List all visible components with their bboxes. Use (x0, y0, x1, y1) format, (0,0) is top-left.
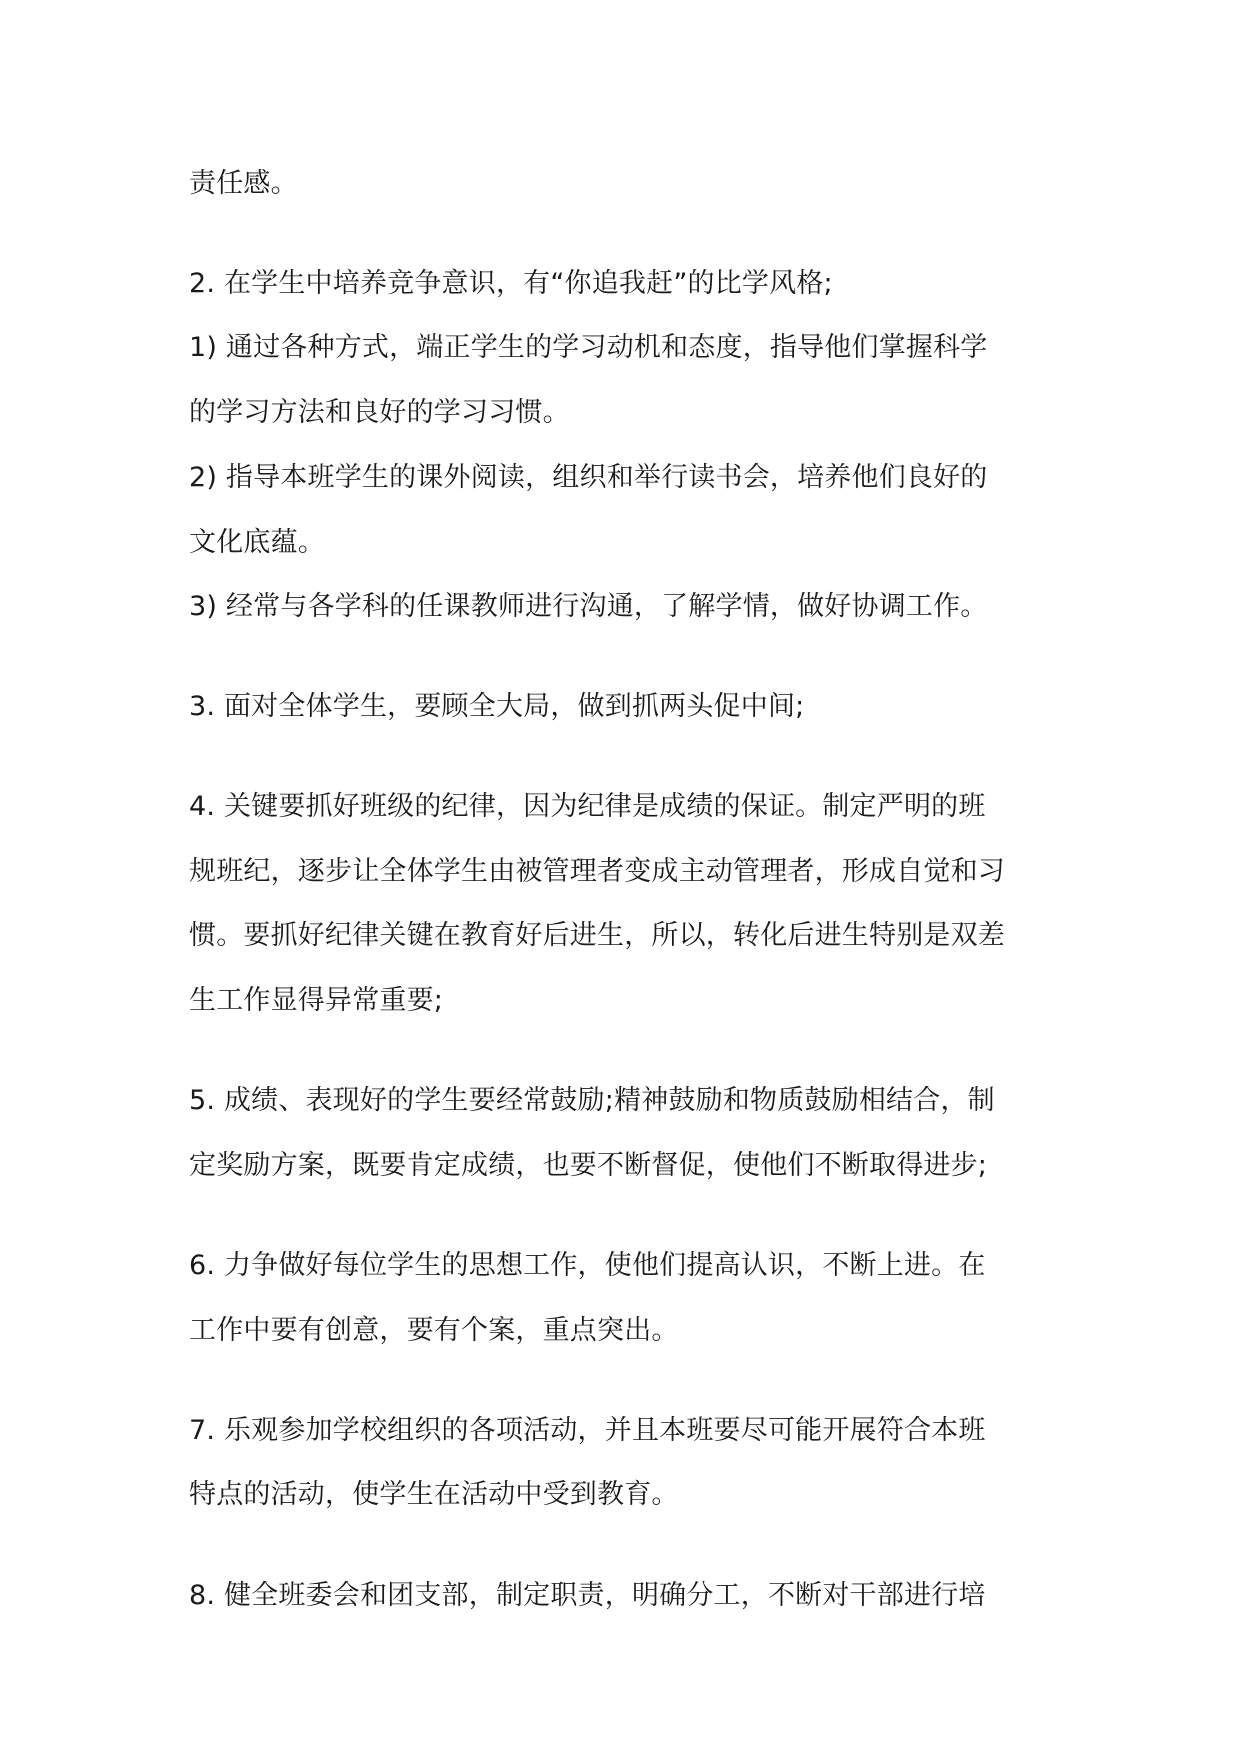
text-line: 5. 成绩、表现好的学生要经常鼓励;精神鼓励和物质鼓励相结合，制 (189, 1085, 995, 1116)
text-line: 工作中要有创意，要有个案，重点突出。 (189, 1315, 679, 1346)
text-line: 的学习方法和良好的学习习惯。 (189, 397, 570, 428)
text-line: 文化底蕴。 (189, 527, 325, 558)
text-line: 规班纪，逐步让全体学生由被管理者变成主动管理者，形成自觉和习 (189, 856, 1005, 887)
text-line: 责任感。 (189, 168, 298, 199)
text-line: 4. 关键要抓好班级的纪律，因为纪律是成绩的保证。制定严明的班 (189, 791, 986, 822)
text-line: 特点的活动，使学生在活动中受到教育。 (189, 1479, 679, 1510)
text-line: 生工作显得异常重要; (189, 985, 444, 1016)
text-line: 7. 乐观参加学校组织的各项活动，并且本班要尽可能开展符合本班 (189, 1415, 986, 1446)
text-line: 2. 在学生中培养竞争意识，有“你追我赶”的比学风格; (189, 268, 833, 299)
text-line: 1) 通过各种方式，端正学生的学习动机和态度，指导他们掌握科学 (189, 332, 988, 363)
text-line: 8. 健全班委会和团支部，制定职责，明确分工，不断对干部进行培 (189, 1580, 986, 1611)
text-line: 定奖励方案，既要肯定成绩，也要不断督促，使他们不断取得进步; (189, 1150, 988, 1181)
text-line: 3) 经常与各学科的任课教师进行沟通，了解学情，做好协调工作。 (189, 591, 988, 622)
text-line: 惯。要抓好纪律关键在教育好后进生，所以，转化后进生特别是双差 (189, 920, 1005, 951)
text-line: 2) 指导本班学生的课外阅读，组织和举行读书会，培养他们良好的 (189, 462, 988, 493)
text-line: 6. 力争做好每位学生的思想工作，使他们提高认识，不断上进。在 (189, 1250, 986, 1281)
text-line: 3. 面对全体学生，要顾全大局，做到抓两头促中间; (189, 691, 805, 722)
